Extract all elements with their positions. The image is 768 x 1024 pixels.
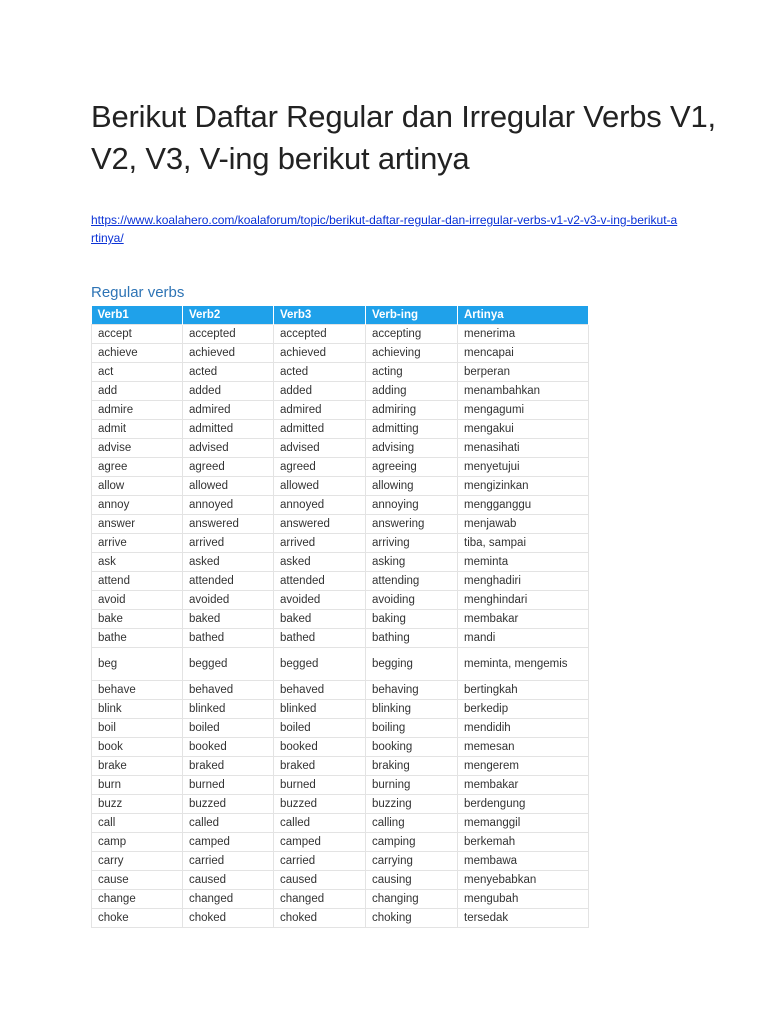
verb3-cell: buzzed <box>274 795 366 814</box>
verb1-cell: bathe <box>92 629 183 648</box>
verb3-cell: choked <box>274 909 366 928</box>
table-row <box>92 738 589 757</box>
verb3-cell: boiled <box>274 719 366 738</box>
table-row <box>92 325 589 344</box>
verb1-cell: annoy <box>92 496 183 515</box>
artinya-cell: menghadiri <box>458 572 589 591</box>
verb2-cell: avoided <box>183 591 274 610</box>
artinya-cell: mengerem <box>458 757 589 776</box>
verb1-cell: brake <box>92 757 183 776</box>
verb1-cell: act <box>92 363 183 382</box>
table-row <box>92 629 589 648</box>
verb3-cell: added <box>274 382 366 401</box>
artinya-cell: meminta, mengemis <box>458 648 589 681</box>
header-verb3: Verb3 <box>274 306 366 325</box>
verb1-cell: answer <box>92 515 183 534</box>
verb1-cell: carry <box>92 852 183 871</box>
verb-ing-cell: changing <box>366 890 458 909</box>
verb-ing-cell: advising <box>366 439 458 458</box>
verb1-cell: avoid <box>92 591 183 610</box>
verb3-cell: avoided <box>274 591 366 610</box>
verb1-cell: bake <box>92 610 183 629</box>
table-row <box>92 681 589 700</box>
verb3-cell: achieved <box>274 344 366 363</box>
artinya-cell: menambahkan <box>458 382 589 401</box>
verb1-cell: allow <box>92 477 183 496</box>
table-row <box>92 610 589 629</box>
verb2-cell: acted <box>183 363 274 382</box>
verb3-cell: baked <box>274 610 366 629</box>
verb2-cell: called <box>183 814 274 833</box>
verb1-cell: accept <box>92 325 183 344</box>
verb1-cell: advise <box>92 439 183 458</box>
verb2-cell: carried <box>183 852 274 871</box>
verb3-cell: braked <box>274 757 366 776</box>
table-row <box>92 344 589 363</box>
verb-ing-cell: avoiding <box>366 591 458 610</box>
table-row <box>92 648 589 681</box>
table-row <box>92 591 589 610</box>
verb3-cell: begged <box>274 648 366 681</box>
verb1-cell: camp <box>92 833 183 852</box>
verb-ing-cell: arriving <box>366 534 458 553</box>
artinya-cell: menjawab <box>458 515 589 534</box>
verb-ing-cell: baking <box>366 610 458 629</box>
verb2-cell: burned <box>183 776 274 795</box>
artinya-cell: menasihati <box>458 439 589 458</box>
verb3-cell: changed <box>274 890 366 909</box>
verb1-cell: add <box>92 382 183 401</box>
verb3-cell: annoyed <box>274 496 366 515</box>
verb-ing-cell: attending <box>366 572 458 591</box>
verb1-cell: ask <box>92 553 183 572</box>
artinya-cell: berkemah <box>458 833 589 852</box>
regular-verbs-table <box>91 306 589 928</box>
verb2-cell: changed <box>183 890 274 909</box>
verb2-cell: admired <box>183 401 274 420</box>
artinya-cell: mengagumi <box>458 401 589 420</box>
table-row <box>92 363 589 382</box>
verb3-cell: camped <box>274 833 366 852</box>
verb3-cell: attended <box>274 572 366 591</box>
verb3-cell: caused <box>274 871 366 890</box>
verb2-cell: behaved <box>183 681 274 700</box>
table-row <box>92 534 589 553</box>
artinya-cell: menerima <box>458 325 589 344</box>
verb-ing-cell: allowing <box>366 477 458 496</box>
artinya-cell: membawa <box>458 852 589 871</box>
verb-ing-cell: begging <box>366 648 458 681</box>
verb2-cell: blinked <box>183 700 274 719</box>
verb1-cell: boil <box>92 719 183 738</box>
verb-ing-cell: blinking <box>366 700 458 719</box>
artinya-cell: mengakui <box>458 420 589 439</box>
verb3-cell: bathed <box>274 629 366 648</box>
verb2-cell: answered <box>183 515 274 534</box>
verb1-cell: agree <box>92 458 183 477</box>
verb2-cell: arrived <box>183 534 274 553</box>
verb3-cell: accepted <box>274 325 366 344</box>
table-row <box>92 572 589 591</box>
verb-ing-cell: carrying <box>366 852 458 871</box>
table-row <box>92 833 589 852</box>
verb-ing-cell: admitting <box>366 420 458 439</box>
verb1-cell: achieve <box>92 344 183 363</box>
verb-ing-cell: acting <box>366 363 458 382</box>
table-row <box>92 553 589 572</box>
verb2-cell: annoyed <box>183 496 274 515</box>
verb2-cell: achieved <box>183 344 274 363</box>
verb-ing-cell: accepting <box>366 325 458 344</box>
artinya-cell: mengubah <box>458 890 589 909</box>
verb3-cell: advised <box>274 439 366 458</box>
verb3-cell: answered <box>274 515 366 534</box>
verb2-cell: caused <box>183 871 274 890</box>
verb2-cell: begged <box>183 648 274 681</box>
verb1-cell: beg <box>92 648 183 681</box>
verb3-cell: acted <box>274 363 366 382</box>
verb2-cell: buzzed <box>183 795 274 814</box>
artinya-cell: mencapai <box>458 344 589 363</box>
section-heading-regular-verbs: Regular verbs <box>91 284 185 301</box>
artinya-cell: memanggil <box>458 814 589 833</box>
verb-ing-cell: causing <box>366 871 458 890</box>
verb-ing-cell: buzzing <box>366 795 458 814</box>
verb-ing-cell: boiling <box>366 719 458 738</box>
artinya-cell: tiba, sampai <box>458 534 589 553</box>
verb-ing-cell: booking <box>366 738 458 757</box>
table-header-row <box>92 306 589 325</box>
verb1-cell: behave <box>92 681 183 700</box>
verb1-cell: attend <box>92 572 183 591</box>
verb1-cell: blink <box>92 700 183 719</box>
header-verb-ing: Verb-ing <box>366 306 458 325</box>
verb2-cell: baked <box>183 610 274 629</box>
artinya-cell: mengganggu <box>458 496 589 515</box>
verb3-cell: booked <box>274 738 366 757</box>
page-title: Berikut Daftar Regular dan Irregular Verbs V1, V2, V3, V-ing berikut artinya <box>91 99 716 176</box>
verb2-cell: agreed <box>183 458 274 477</box>
verb1-cell: arrive <box>92 534 183 553</box>
verb2-cell: added <box>183 382 274 401</box>
table-row <box>92 420 589 439</box>
table-body <box>92 325 589 928</box>
verb1-cell: burn <box>92 776 183 795</box>
verb-ing-cell: adding <box>366 382 458 401</box>
verb-ing-cell: calling <box>366 814 458 833</box>
table-row <box>92 382 589 401</box>
verb2-cell: boiled <box>183 719 274 738</box>
table-row <box>92 439 589 458</box>
artinya-cell: membakar <box>458 776 589 795</box>
artinya-cell: bertingkah <box>458 681 589 700</box>
verb3-cell: agreed <box>274 458 366 477</box>
table-row <box>92 401 589 420</box>
table-row <box>92 776 589 795</box>
verb1-cell: admit <box>92 420 183 439</box>
verb1-cell: cause <box>92 871 183 890</box>
verb2-cell: advised <box>183 439 274 458</box>
table-row <box>92 852 589 871</box>
artinya-cell: menyetujui <box>458 458 589 477</box>
artinya-cell: menghindari <box>458 591 589 610</box>
table-row <box>92 757 589 776</box>
table-row <box>92 890 589 909</box>
verb-ing-cell: camping <box>366 833 458 852</box>
verb3-cell: admitted <box>274 420 366 439</box>
artinya-cell: tersedak <box>458 909 589 928</box>
verb1-cell: book <box>92 738 183 757</box>
verb3-cell: arrived <box>274 534 366 553</box>
verb3-cell: admired <box>274 401 366 420</box>
verb3-cell: burned <box>274 776 366 795</box>
verb3-cell: behaved <box>274 681 366 700</box>
verb-ing-cell: achieving <box>366 344 458 363</box>
artinya-cell: menyebabkan <box>458 871 589 890</box>
table-row <box>92 496 589 515</box>
verb-ing-cell: asking <box>366 553 458 572</box>
artinya-cell: mengizinkan <box>458 477 589 496</box>
verb2-cell: booked <box>183 738 274 757</box>
verb2-cell: bathed <box>183 629 274 648</box>
verb1-cell: buzz <box>92 795 183 814</box>
verb1-cell: admire <box>92 401 183 420</box>
artinya-cell: memesan <box>458 738 589 757</box>
table-row <box>92 700 589 719</box>
verb1-cell: choke <box>92 909 183 928</box>
artinya-cell: berperan <box>458 363 589 382</box>
verb-ing-cell: braking <box>366 757 458 776</box>
verb-ing-cell: agreeing <box>366 458 458 477</box>
verb2-cell: allowed <box>183 477 274 496</box>
verb2-cell: asked <box>183 553 274 572</box>
verb2-cell: braked <box>183 757 274 776</box>
table-row <box>92 719 589 738</box>
artinya-cell: mandi <box>458 629 589 648</box>
verb2-cell: admitted <box>183 420 274 439</box>
artinya-cell: membakar <box>458 610 589 629</box>
verb-ing-cell: burning <box>366 776 458 795</box>
table-row <box>92 477 589 496</box>
header-artinya: Artinya <box>458 306 589 325</box>
header-verb1: Verb1 <box>92 306 183 325</box>
verb-ing-cell: annoying <box>366 496 458 515</box>
source-link[interactable]: https://www.koalahero.com/koalaforum/topic/berikut-daftar-regular-dan-irregular-verbs-v1-v2-v3-v-ing-berikut-artinya/ <box>91 213 678 245</box>
header-verb2: Verb2 <box>183 306 274 325</box>
verb3-cell: allowed <box>274 477 366 496</box>
verb-ing-cell: answering <box>366 515 458 534</box>
table-row <box>92 909 589 928</box>
verb2-cell: choked <box>183 909 274 928</box>
table-row <box>92 814 589 833</box>
artinya-cell: berdengung <box>458 795 589 814</box>
artinya-cell: meminta <box>458 553 589 572</box>
table-row <box>92 871 589 890</box>
verb1-cell: change <box>92 890 183 909</box>
verb3-cell: asked <box>274 553 366 572</box>
verb-ing-cell: choking <box>366 909 458 928</box>
table-row <box>92 458 589 477</box>
verb-ing-cell: admiring <box>366 401 458 420</box>
verb3-cell: blinked <box>274 700 366 719</box>
verb3-cell: carried <box>274 852 366 871</box>
verb-ing-cell: bathing <box>366 629 458 648</box>
table-row <box>92 515 589 534</box>
verb2-cell: camped <box>183 833 274 852</box>
artinya-cell: mendidih <box>458 719 589 738</box>
verb2-cell: attended <box>183 572 274 591</box>
artinya-cell: berkedip <box>458 700 589 719</box>
verb1-cell: call <box>92 814 183 833</box>
verb3-cell: called <box>274 814 366 833</box>
verb-ing-cell: behaving <box>366 681 458 700</box>
verb2-cell: accepted <box>183 325 274 344</box>
table-row <box>92 795 589 814</box>
